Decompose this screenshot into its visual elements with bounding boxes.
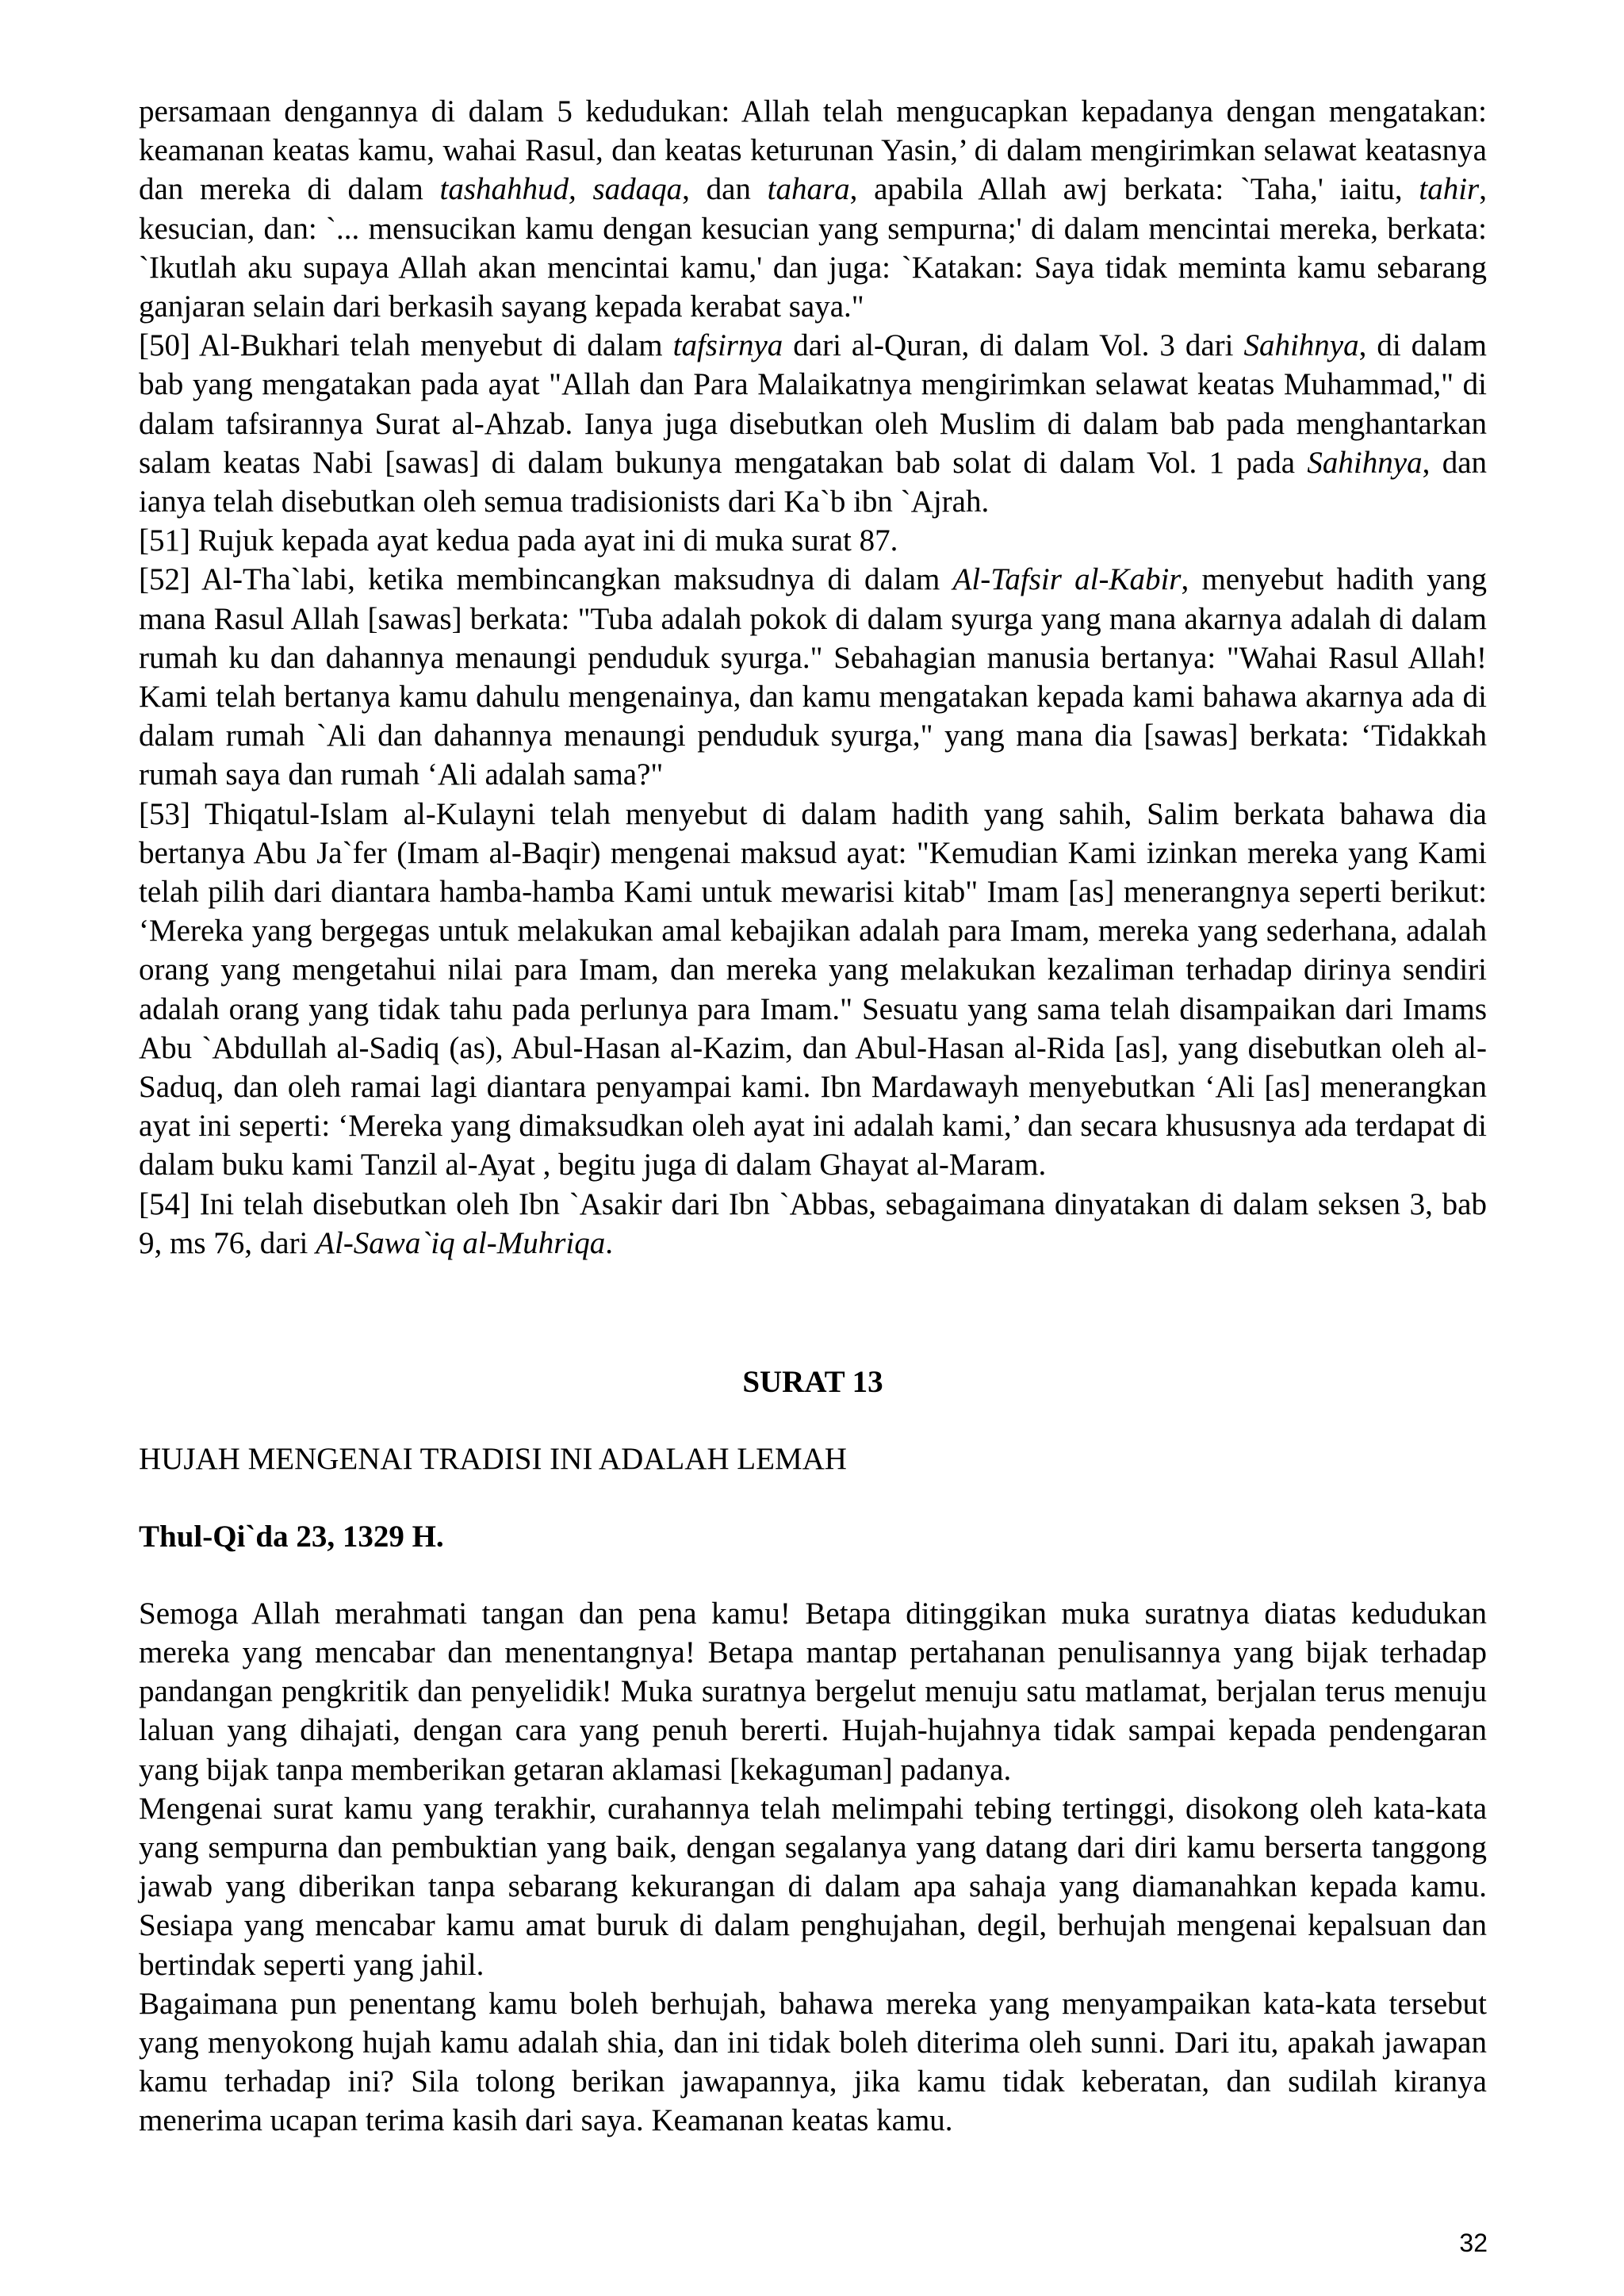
italic-term: Al-Sawa`iq al-Muhriqa xyxy=(316,1225,606,1260)
footnote-50 xyxy=(139,326,1487,521)
text-run: , menyebut hadith yang mana Rasul Allah [sawas] berkata: "Tuba adalah pokok di dalam syurga yang mana akarnya adalah di dalam rumah ku dan dahannya menaungi penduduk syurga." Sebahagian manusia bertanya: "Wahai Rasul Allah! Kami telah bertanya kamu dahulu mengenainya, dan kamu mengatakan kepada kami bahawa akarnya ada di dalam rumah `Ali dan dahannya menaungi penduduk syurga," yang mana dia [sawas] berkata: ‘Tidakkah rumah saya dan rumah ‘Ali adalah sama?" xyxy=(139,562,1487,792)
text-run: , kesucian, dan: `... mensucikan kamu dengan kesucian yang sempurna;' di dalam mencintai mereka, berkata: `Ikutlah aku supaya Allah akan mencintai kamu,' dan juga: `Katakan: Saya tidak meminta kamu sebarang ganjaran selain dari berkasih sayang kepada kerabat saya." xyxy=(139,172,1487,324)
text-run: , dan xyxy=(682,172,768,207)
italic-term: Sahihnya xyxy=(1307,445,1423,480)
footnote-51: [51] Rujuk kepada ayat kedua pada ayat ini di muka surat 87. xyxy=(139,523,898,558)
text-run: [54] Ini telah disebutkan oleh Ibn `Asakir dari Ibn `Abbas, sebagaimana dinyatakan di dalam seksen 3, bab 9, ms 76, dari xyxy=(139,1186,1487,1260)
text-run: , di dalam bab yang mengatakan pada ayat "Allah dan Para Malaikatnya mengirimkan selawat keatas Muhammad," di dalam tafsirannya Surat al-Ahzab. Ianya juga disebutkan oleh Muslim di dalam bab pada menghantarkan salam keatas Nabi [sawas] di dalam bukunya mengatakan bab solat di dalam Vol. 1 pada xyxy=(139,328,1487,480)
text-run: , dan ianya telah disebutkan oleh semua tradisionists dari Ka`b ibn `Ajrah. xyxy=(139,445,1488,519)
footnote-continuation xyxy=(139,92,1487,326)
section-spacer xyxy=(139,1263,1487,1318)
text-run: , apabila Allah awj berkata: `Taha,' iaitu, xyxy=(849,172,1419,207)
footnote-52 xyxy=(139,560,1487,794)
footnote-54 xyxy=(139,1185,1487,1263)
italic-term: tashahhud, sadaqa xyxy=(439,172,683,207)
letter-heading: SURAT 13 xyxy=(742,1365,883,1400)
section-spacer xyxy=(139,1318,1487,1363)
text-run: persamaan dengannya di dalam 5 kedudukan: Allah telah mengucapkan kepadanya dengan mengatakan: keamanan keatas kamu, wahai Rasul, dan keatas keturunan Yasin,’ di dalam mengirimkan selawat keatasnya dan mereka di dalam xyxy=(139,94,1487,207)
text-run: . xyxy=(605,1225,613,1260)
letter-subheading: HUJAH MENGENAI TRADISI INI ADALAH LEMAH xyxy=(139,1442,847,1477)
document-page xyxy=(139,92,1487,2141)
italic-term: tahir xyxy=(1419,172,1480,207)
italic-term: tahara xyxy=(767,172,850,207)
letter-paragraph: Semoga Allah merahmati tangan dan pena kamu! Betapa ditinggikan muka suratnya diatas kedudukan mereka yang mencabar dan menentangnya! Betapa mantap pertahanan penulisannya yang bijak terhadap pandangan pengkritik dan penyelidik! Muka suratnya bergelut menuju satu matlamat, berjalan terus menuju laluan yang dihajati, dengan cara yang penuh bererti. Hujah-hujahnya tidak sampai kepada pendengaran yang bijak tanpa memberikan getaran aklamasi [kekaguman] padanya. xyxy=(139,1596,1487,1787)
letter-paragraph: Bagaimana pun penentang kamu boleh berhujah, bahawa mereka yang menyampaikan kata-kata tersebut yang menyokong hujah kamu adalah shia, dan ini tidak boleh diterima oleh sunni. Dari itu, apakah jawapan kamu terhadap ini? Sila tolong berikan jawapannya, jika kamu tidak keberatan, dan sudilah kiranya menerima ucapan terima kasih dari saya. Keamanan keatas kamu. xyxy=(139,1986,1487,2138)
text-run: [50] Al-Bukhari telah menyebut di dalam xyxy=(139,328,673,363)
text-run: dari al-Quran, di dalam Vol. 3 dari xyxy=(783,328,1244,363)
letter-paragraph: Mengenai surat kamu yang terakhir, curahannya telah melimpahi tebing tertinggi, disokong oleh kata-kata yang sempurna dan pembuktian yang baik, dengan segalanya yang datang dari diri kamu berserta tanggong jawab yang diberikan tanpa sebarang kekurangan di dalam apa sahaja yang diamanahkan kepada kamu. Sesiapa yang mencabar kamu amat buruk di dalam penghujahan, degil, berhujah mengenai kepalsuan dan bertindak seperti yang jahil. xyxy=(139,1791,1487,1982)
italic-term: Sahihnya xyxy=(1243,328,1359,363)
letter-body xyxy=(139,1594,1487,2141)
italic-term: tafsirnya xyxy=(672,328,783,363)
italic-term: Al-Tafsir al-Kabir xyxy=(952,562,1182,597)
footnote-53: [53] Thiqatul-Islam al-Kulayni telah menyebut di dalam hadith yang sahih, Salim berkata bahawa dia bertanya Abu Ja`fer (Imam al-Baqir) mengenai maksud ayat: "Kemudian Kami izinkan mereka yang Kami telah pilih dari diantara hamba-hamba Kami untuk mewarisi kitab" Imam [as] menerangnya seperti berikut: ‘Mereka yang bergegas untuk melakukan amal kebajikan adalah para Imam, mereka yang sederhana, adalah orang yang mengetahui nilai para Imam, dan mereka yang melakukan kezaliman terhadap dirinya sendiri adalah orang yang tidak tahu pada perlunya para Imam." Sesuatu yang sama telah disampaikan dari Imams Abu `Abdullah al-Sadiq (as), Abul-Hasan al-Kazim, dan Abul-Hasan al-Rida [as], yang disebutkan oleh al-Saduq, dan oleh ramai lagi diantara penyampai kami. Ibn Mardawayh menyebutkan ‘Ali [as] menerangkan ayat ini seperti: ‘Mereka yang dimaksudkan oleh ayat ini adalah kami,’ dan secara khususnya ada terdapat di dalam buku kami Tanzil al-Ayat , begitu juga di dalam Ghayat al-Maram. xyxy=(139,796,1487,1182)
text-run: [52] Al-Tha`labi, ketika membincangkan maksudnya di dalam xyxy=(139,562,953,597)
page-number: 32 xyxy=(1459,2229,1488,2257)
letter-date: Thul-Qi`da 23, 1329 H. xyxy=(139,1519,444,1554)
